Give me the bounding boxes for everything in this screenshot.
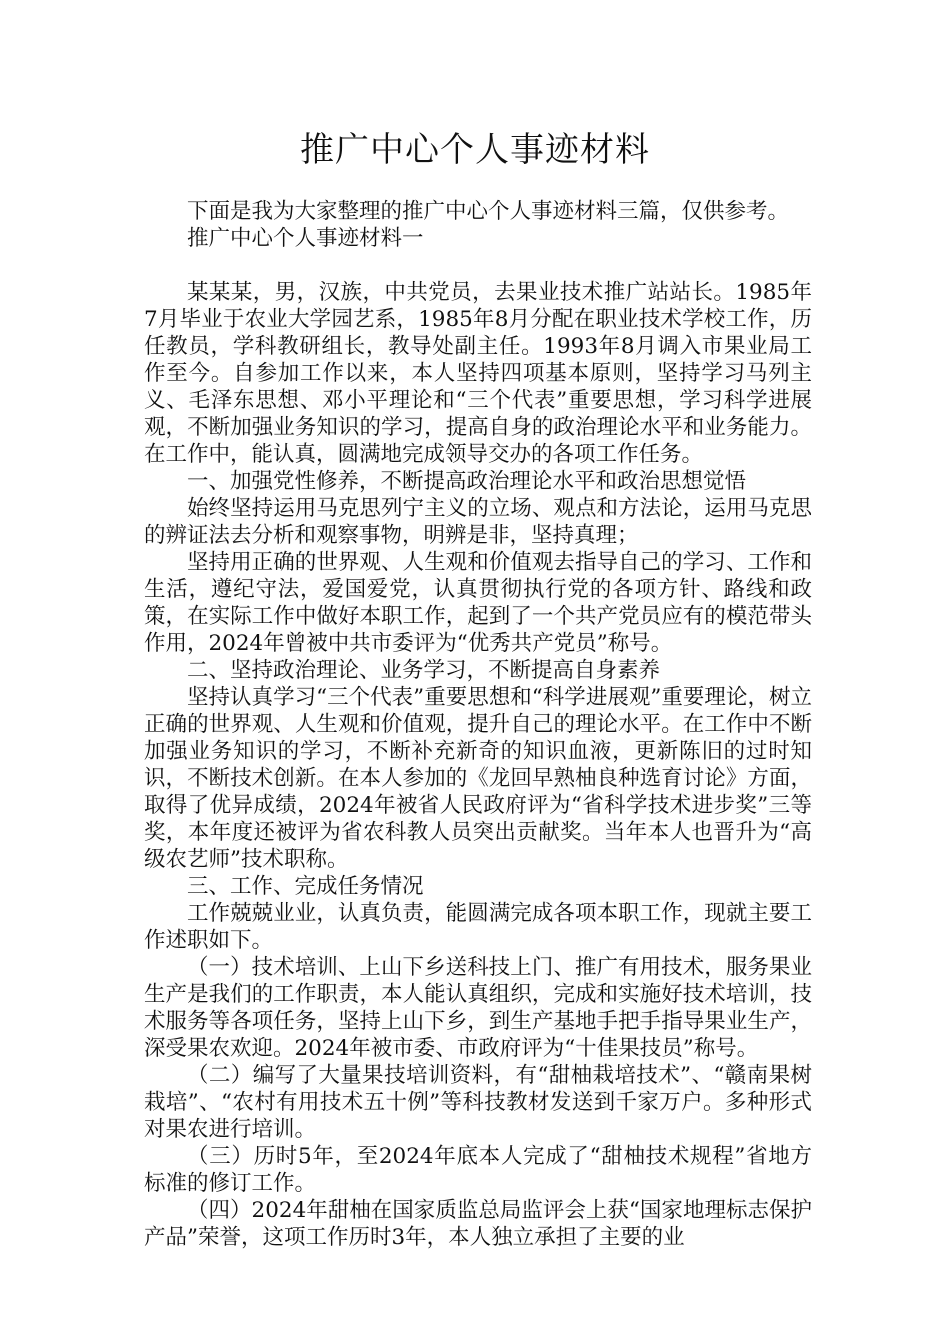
body-paragraph: 工作兢兢业业，认真负责，能圆满完成各项本职工作，现就主要工作述职如下。 [144, 901, 812, 953]
body-paragraph: 坚持用正确的世界观、人生观和价值观去指导自己的学习、工作和生活，遵纪守法，爱国爱党，认真贯彻执行党的各项方针、路线和政策，在实际工作中做好本职工作，起到了一个共产党员应有的模范带头作用，2024年曾被中共市委评为“优秀共产党员”称号。 [144, 550, 812, 656]
document-body [144, 198, 812, 1251]
body-paragraph: 始终坚持运用马克思列宁主义的立场、观点和方法论，运用马克思的辨证法去分析和观察事物，明辨是非，坚持真理； [144, 496, 812, 548]
list-item: （四）2024年甜柚在国家质监总局监评会上获“国家地理标志保护产品”荣誉，这项工作历时3年，本人独立承担了主要的业 [144, 1198, 812, 1250]
body-paragraph: 某某某，男，汉族，中共党员，去果业技术推广站站长。1985年7月毕业于农业大学园艺系，1985年8月分配在职业技术学校工作，历任教员，学科教研组长，教导处副主任。1993年8月调入市果业局工作至今。自参加工作以来，本人坚持四项基本原则，坚持学习马列主义、毛泽东思想、邓小平理论和“三个代表”重要思想，学习科学进展观，不断加强业务知识的学习，提高自身的政治理论水平和业务能力。在工作中，能认真，圆满地完成领导交办的各项工作任务。 [144, 280, 812, 467]
heading-two: 二、坚持政治理论、业务学习，不断提高自身素养 [187, 658, 661, 683]
list-item: （三）历时5年，至2024年底本人完成了“甜柚技术规程”省地方标准的修订工作。 [144, 1144, 812, 1196]
intro-paragraph: 下面是我为大家整理的推广中心个人事迹材料三篇，仅供参考。 [187, 199, 790, 224]
list-item: （一）技术培训、上山下乡送科技上门、推广有用技术，服务果业生产是我们的工作职责，本人能认真组织，完成和实施好技术培训，技术服务等各项任务，坚持上山下乡，到生产基地手把手指导果业生产，深受果农欢迎。2024年被市委、市政府评为“十佳果技员”称号。 [144, 955, 812, 1061]
section-title-one: 推广中心个人事迹材料一 [187, 226, 424, 251]
body-paragraph: 坚持认真学习“三个代表”重要思想和“科学进展观”重要理论，树立正确的世界观、人生观和价值观，提升自己的理论水平。在工作中不断加强业务知识的学习，不断补充新奇的知识血液，更新陈旧的过时知识，不断技术创新。在本人参加的《龙回早熟柚良种选育讨论》方面，取得了优异成绩，2024年被省人民政府评为“省科学技术进步奖”三等奖，本年度还被评为省农科教人员突出贡献奖。当年本人也晋升为“高级农艺师”技术职称。 [144, 685, 812, 872]
document-title: 推广中心个人事迹材料 [300, 130, 650, 170]
list-item: （二）编写了大量果技培训资料，有“甜柚栽培技术”、“赣南果树栽培”、“农村有用技术五十例”等科技教材发送到千家万户。多种形式对果农进行培训。 [144, 1063, 812, 1142]
heading-one: 一、加强党性修养，不断提高政治理论水平和政治思想觉悟 [187, 469, 747, 494]
heading-three: 三、工作、完成任务情况 [187, 874, 424, 899]
